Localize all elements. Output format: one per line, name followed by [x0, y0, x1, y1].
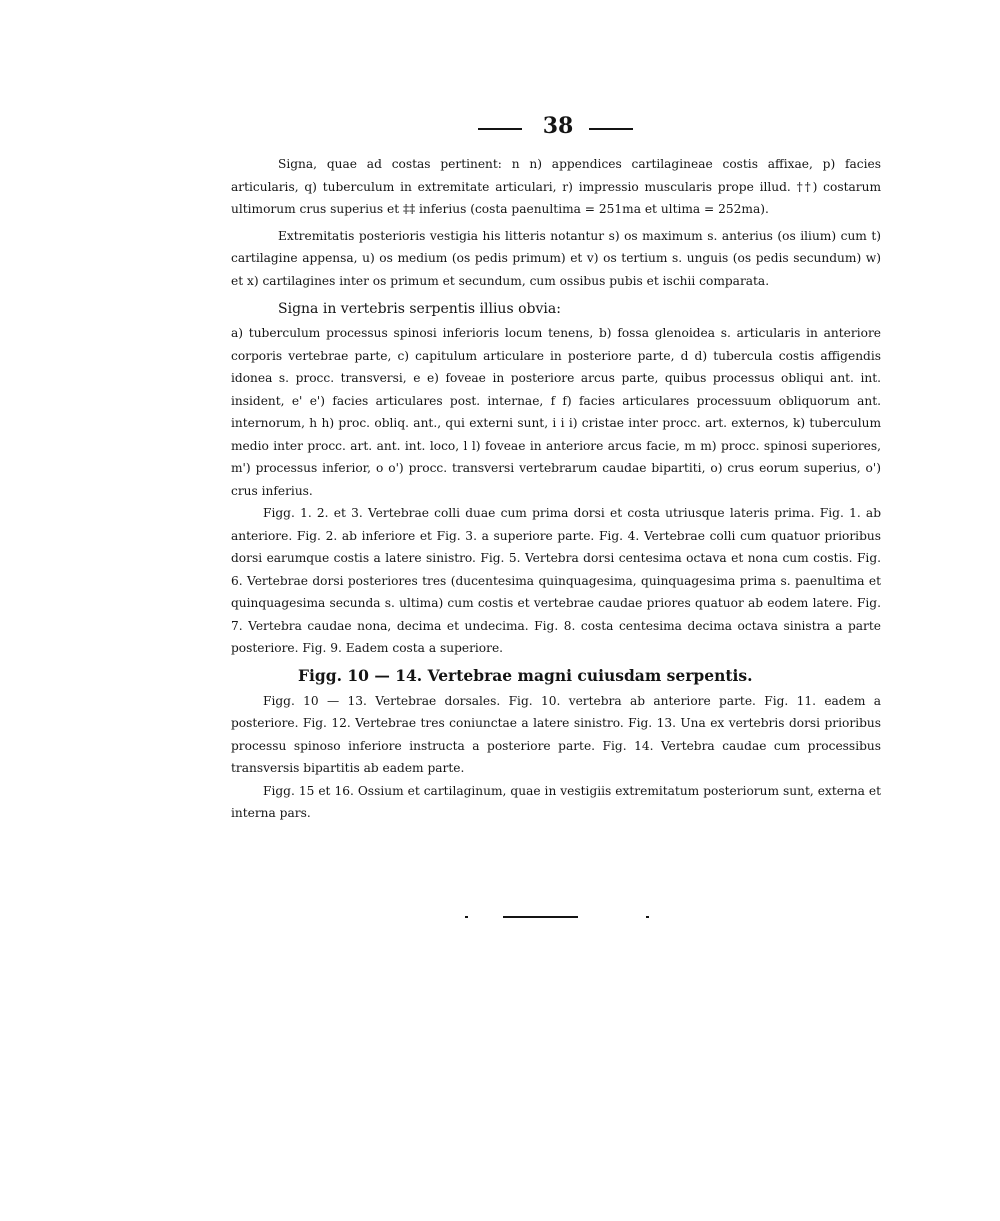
body-text: [231, 153, 881, 825]
page-number: 38: [542, 113, 574, 139]
rule-line: [503, 916, 578, 918]
rule-dot-right: [646, 916, 649, 918]
paragraph-costae-signa: Signa, quae ad costas pertinent: n n) appendices cartilagineae costis affixae, p) facies articularis, q) tuberculum in extremitate articulari, r) impressio muscularis prope illud. ††) costarum ultimorum crus superius et ‡‡ inferius (costa paenultima = 251ma et ultima = 252ma).: [231, 157, 881, 216]
paragraph-figg-10-14: Figg. 10 — 13. Vertebrae dorsales. Fig. 10. vertebra ab anteriore parte. Fig. 11. eadem a posteriore. Fig. 12. Vertebrae tres coniunctae a latere sinistro. Fig. 13. Una ex vertebris dorsi prioribus processu spinoso inferiore instructa a posteriore parte. Fig. 14. Vertebra caudae cum processibus transversis bipartitis ab eadem parte.: [231, 693, 881, 775]
header-dash-right: [589, 128, 633, 130]
header-dash-left: [478, 128, 522, 130]
closing-rule: [0, 912, 1000, 922]
page-header: [0, 113, 1000, 143]
paragraph-figg-1-9: Figg. 1. 2. et 3. Vertebrae colli duae cum prima dorsi et costa utriusque lateris prima. Fig. 1. ab anteriore. Fig. 2. ab inferiore et Fig. 3. a superiore parte. Fig. 4. Vertebrae colli cum quatuor prioribus dorsi earumque costis a latere sinistro. Fig. 5. Vertebra dorsi centesima octava et nona cum costis. Fig. 6. Vertebrae dorsi posteriores tres (ducentesima quinquagesima, quinquagesima prima s. paenultima et quinquagesima secunda s. ultima) cum costis et vertebrae caudae priores quatuor ab eodem latere. Fig. 7. Vertebra caudae nona, decima et undecima. Fig. 8. costa centesima decima octava sinistra a parte posteriore. Fig. 9. Eadem costa a superiore.: [231, 506, 881, 655]
paragraph-extremitatis: Extremitatis posterioris vestigia his litteris notantur s) os maximum s. anterius (os ilium) cum t) cartilagine appensa, u) os medium (os pedis primum) et v) os tertium s. unguis (os pedis secundum) w) et x) cartilagines inter os primum et secundum, cum ossibus pubis et ischii comparata.: [231, 228, 881, 288]
rule-dot-left: [465, 916, 468, 918]
section-heading-figg-10-14: Figg. 10 — 14. Vertebrae magni cuiusdam serpentis.: [298, 665, 753, 685]
paragraph-signa-list: a) tuberculum processus spinosi inferioris locum tenens, b) fossa glenoidea s. articularis in anteriore corporis vertebrae parte, c) capitulum articulare in posteriore parte, d d) tubercula costis affigendis idonea s. procc. transversi, e e) foveae in posteriore arcus parte, quibus processus obliqui ant. int. insident, e' e') facies articulares post. internae, f f) facies articulares processuum obliquorum ant. internorum, h h) proc. obliq. ant., qui externi sunt, i i i) cristae inter procc. art. externos, k) tuberculum medio inter procc. art. ant. int. loco, l l) foveae in anteriore arcus facie, m m) procc. spinosi superiores, m') processus inferior, o o') procc. transversi vertebrarum caudae bipartiti, o) crus eorum superius, o') crus inferius.: [231, 326, 881, 498]
paragraph-figg-15-16: Figg. 15 et 16. Ossium et cartilaginum, quae in vestigiis extremitatum posteriorum sunt, externa et interna pars.: [231, 783, 881, 820]
section-heading-signa: Signa in vertebris serpentis illius obvia:: [278, 301, 561, 317]
